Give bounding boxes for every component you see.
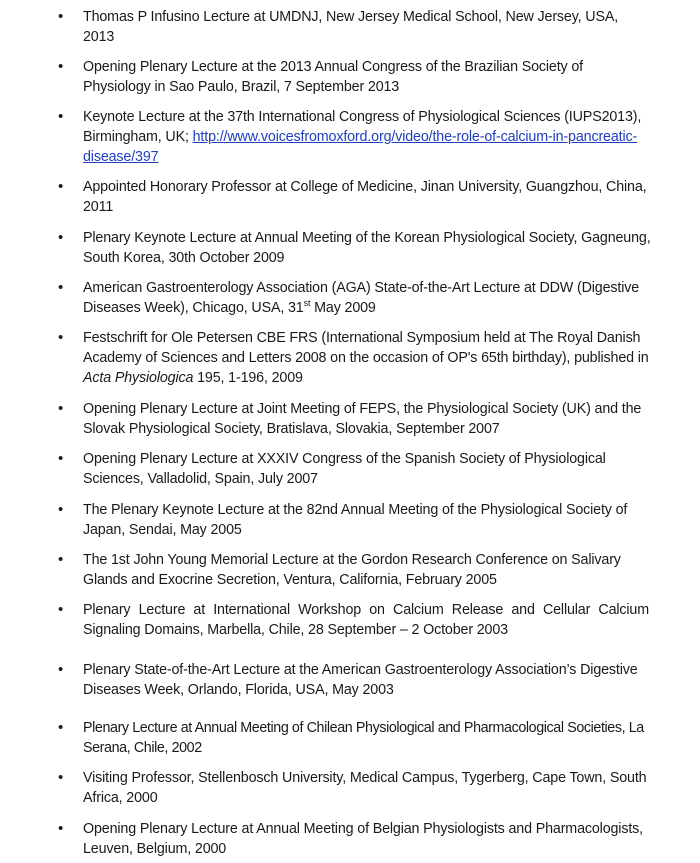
bullet-icon: • [58, 329, 64, 346]
list-item-text: Opening Plenary Lecture at XXXIV Congress of the Spanish Society of Physiological Sciences, Valladolid, Spain, July 2007 [83, 451, 606, 487]
bullet-icon: • [58, 601, 64, 618]
video-link[interactable]: http://www.voicesfromoxford.org/video/the-role-of-calcium-in-pancreatic-disease/397 [83, 129, 638, 165]
list-item-text-after: May 2009 [310, 300, 376, 316]
bullet-icon: • [58, 58, 64, 75]
bullet-icon: • [58, 661, 64, 678]
bullet-icon: • [58, 820, 64, 837]
bullet-icon: • [58, 400, 64, 417]
list-item-text [83, 107, 653, 167]
bullet-icon: • [58, 450, 64, 467]
bullet-icon: • [58, 178, 64, 195]
list-item-text: Plenary Lecture at International Workshop on Calcium Release and Cellular Calcium Signaling Domains, Marbella, Chile, 28 September – 2 October 2003 [83, 602, 649, 638]
list-item-text: Opening Plenary Lecture at the 2013 Annual Congress of the Brazilian Society of Physiology in Sao Paulo, Brazil, 7 September 2013 [83, 59, 583, 95]
bullet-icon: • [58, 769, 64, 786]
list-item-text: Plenary Keynote Lecture at Annual Meeting of the Korean Physiological Society, Gagneung, South Korea, 30th October 2009 [83, 230, 651, 266]
ordinal-suffix: st [303, 298, 311, 309]
list-item-text-main: Festschrift for Ole Petersen CBE FRS (International Symposium held at The Royal Danish Academy of Sciences and Letters 2008 on the occasion of OP's 65th birthday), published in [83, 330, 649, 366]
list-item-text: Opening Plenary Lecture at Joint Meeting of FEPS, the Physiological Society (UK) and the Slovak Physiological Society, Bratislava, Slovakia, September 2007 [83, 401, 642, 437]
list-item-text: The 1st John Young Memorial Lecture at the Gordon Research Conference on Salivary Glands and Exocrine Secretion, Ventura, California, February 2005 [83, 552, 621, 588]
list-item-text: Thomas P Infusino Lecture at UMDNJ, New Jersey Medical School, New Jersey, USA, 2013 [83, 9, 619, 45]
list-item-text: Appointed Honorary Professor at College of Medicine, Jinan University, Guangzhou, China, 2011 [83, 179, 647, 215]
bullet-icon: • [58, 501, 64, 518]
list-item-text: The Plenary Keynote Lecture at the 82nd Annual Meeting of the Physiological Society of Japan, Sendai, May 2005 [83, 502, 628, 538]
list-item-text-main: Keynote Lecture at the 37th International Congress of Physiological Sciences (IUPS2013), Birmingham, UK; [83, 109, 642, 145]
list-item-text-main: American Gastroenterology Association (AGA) State-of-the-Art Lecture at DDW (Digestive Diseases Week), Chicago, USA, 31 [83, 280, 640, 316]
bullet-icon: • [58, 279, 64, 296]
bullet-icon: • [58, 719, 64, 736]
list-item-text [83, 328, 658, 388]
bullet-icon: • [58, 8, 64, 25]
journal-title: Acta Physiologica [83, 370, 194, 386]
list-item-text-after: 195, 1-196, 2009 [193, 370, 303, 386]
bullet-icon: • [58, 229, 64, 246]
list-item-text [83, 278, 653, 318]
bullet-icon: • [58, 108, 64, 125]
bullet-icon: • [58, 551, 64, 568]
list-item-text: Plenary Lecture at Annual Meeting of Chilean Physiological and Pharmacological Societies, La Serana, Chile, 2002 [83, 720, 644, 756]
list-item-text: Visiting Professor, Stellenbosch University, Medical Campus, Tygerberg, Cape Town, South Africa, 2000 [83, 770, 647, 806]
list-item-text: Opening Plenary Lecture at Annual Meeting of Belgian Physiologists and Pharmacologists, Leuven, Belgium, 2000 [83, 821, 643, 857]
list-item-text: Plenary State-of-the-Art Lecture at the American Gastroenterology Association’s Digestive Diseases Week, Orlando, Florida, USA, May 2003 [83, 662, 638, 698]
